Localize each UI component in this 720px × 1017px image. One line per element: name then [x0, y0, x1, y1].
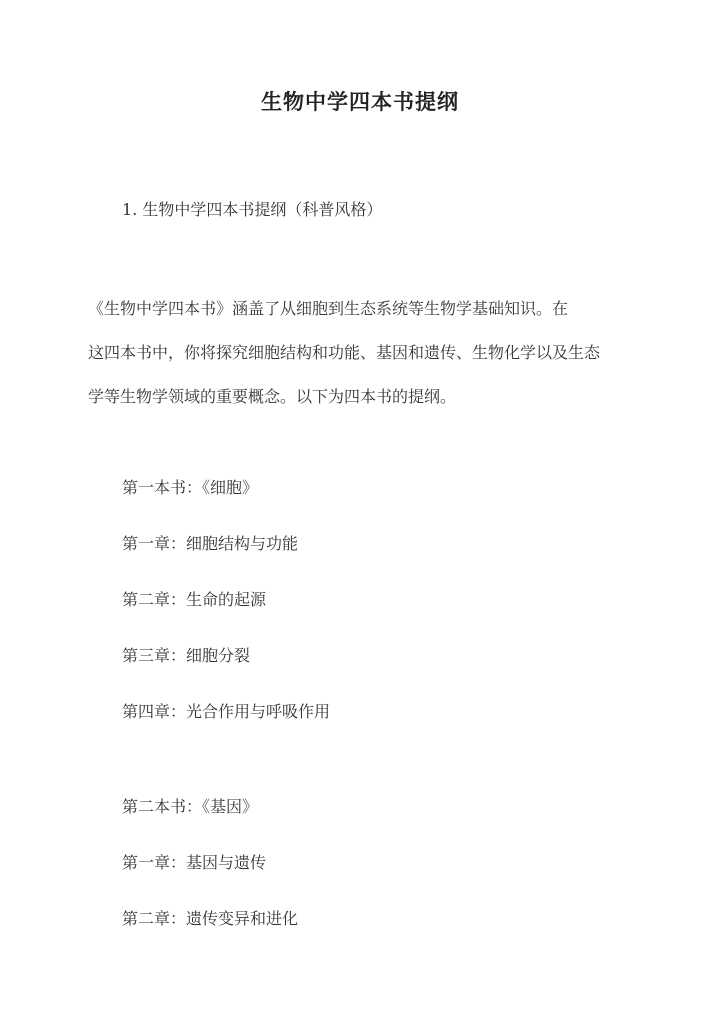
chapter-item: 第二章：生命的起源: [122, 590, 267, 609]
intro-paragraph: [88, 287, 636, 419]
book-title-2: 第二本书：《基因》: [122, 797, 259, 816]
document-title: 生物中学四本书提纲: [261, 89, 459, 114]
intro-line: 这四本书中，你将探究细胞结构和功能、基因和遗传、生物化学以及生态: [88, 343, 601, 362]
intro-line: 学等生物学领域的重要概念。以下为四本书的提纲。: [88, 387, 457, 406]
chapter-item: 第二章：遗传变异和进化: [122, 909, 299, 928]
chapter-item: 第一章：基因与遗传: [122, 853, 267, 872]
chapter-item: 第一章：细胞结构与功能: [122, 534, 299, 553]
intro-line: 《生物中学四本书》涵盖了从细胞到生态系统等生物学基础知识。在: [88, 299, 569, 318]
book-title-1: 第一本书：《细胞》: [122, 478, 259, 497]
chapter-item: 第三章：细胞分裂: [122, 646, 251, 665]
section-heading: 1. 生物中学四本书提纲（科普风格）: [122, 200, 383, 219]
chapter-item: 第四章：光合作用与呼吸作用: [122, 702, 331, 721]
